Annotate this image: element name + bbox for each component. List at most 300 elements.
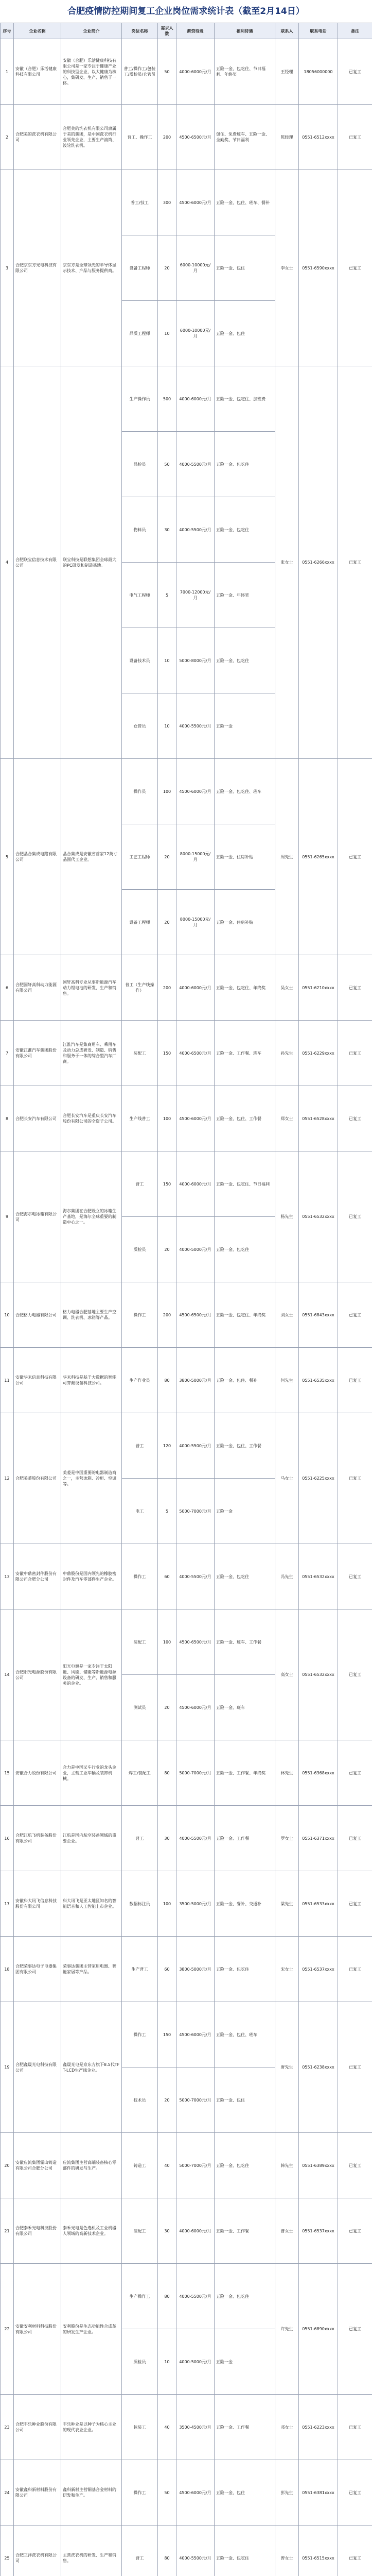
table-body [1,39,372,2576]
contact-phone: 0551-6266xxxx [299,366,338,759]
post-salary: 5000-7000元/月 [176,1479,215,1544]
company-name: 合肥阳光电源股份有限公司 [14,1609,61,1740]
contact-person: 曹女士 [275,2198,299,2264]
row-note: 已复工 [338,366,372,759]
header-cell: 薪资待遇 [176,23,215,39]
post-salary: 4000-5500元/月 [176,432,215,497]
contact-phone: 0551-6515xxxx [299,2526,338,2576]
company-intro: 科大讯飞是亚太地区知名的智能语音和人工智能上市企业。 [61,1871,122,1937]
contact-person: 梁先生 [275,1871,299,1937]
post-salary: 5000-7000元/月 [176,1740,215,1806]
post-salary: 7000-12000元/月 [176,563,215,628]
company-intro: 阳光电源是一家专注于太阳能、风能、储能等新能源电源设备的研发、生产、销售和服务的企业。 [61,1609,122,1740]
post-name: 设备工程师 [122,235,158,301]
row-number: 14 [1,1609,14,1740]
row-number: 8 [1,1086,14,1151]
post-name: 普工 [122,1806,158,1871]
contact-person: 唐先生 [275,2002,299,2133]
contact-person: 林先生 [275,1740,299,1806]
row-number: 25 [1,2526,14,2576]
post-name: 生产操作员 [122,366,158,432]
post-count: 10 [158,2329,176,2395]
post-count: 100 [158,1609,176,1675]
post-name: 电工 [122,1479,158,1544]
header-cell: 企业名称 [14,23,61,39]
post-name: 普工、操作工 [122,105,158,170]
post-welfare: 五险一金、包吃住 [215,2526,275,2576]
post-welfare: 五险一金、包住、工作餐 [215,1413,275,1479]
company-name: 合肥海尔电冰箱有限公司 [14,1151,61,1282]
post-name: 物料员 [122,497,158,563]
post-count: 60 [158,1937,176,2002]
post-salary: 6000-10000元/月 [176,301,215,366]
company-name: 合肥三洋洗衣机有限公司 [14,2526,61,2576]
post-count: 150 [158,1151,176,1217]
contact-person: 李女士 [275,170,299,366]
post-name: 包装工 [122,2395,158,2460]
post-count: 100 [158,759,176,824]
company-intro: 海尔集团在合肥设立的冰箱生产基地，是海尔全球重要的制造中心之一。 [61,1151,122,1282]
table-row [1,2002,372,2067]
post-count: 150 [158,2002,176,2067]
contact-phone: 0551-6537xxxx [299,2198,338,2264]
post-name: 生产线普工 [122,1086,158,1151]
row-number: 1 [1,39,14,105]
post-name: 装配工 [122,1609,158,1675]
post-salary: 8000-15000元/月 [176,890,215,955]
contact-phone: 0551-6532xxxx [299,1609,338,1740]
post-count: 10 [158,693,176,759]
row-number: 4 [1,366,14,759]
company-name: 安徽（合肥）乐活健康科技有限公司 [14,39,61,105]
contact-person: 王经理 [275,39,299,105]
contact-person: 罗女士 [275,1806,299,1871]
post-count: 50 [158,39,176,105]
company-intro: 联宝科技是联想集团全球最大的PC研发和制造基地。 [61,366,122,759]
contact-phone: 0551-6532xxxx [299,1151,338,1282]
post-name: 数据标注员 [122,1871,158,1937]
contact-person: 孙先生 [275,1021,299,1086]
post-salary: 4000-5500元/月 [176,1413,215,1479]
post-name: 装配工 [122,2198,158,2264]
row-note: 已复工 [338,955,372,1021]
post-name: 电气工程师 [122,563,158,628]
post-name: 质检员 [122,2329,158,2395]
table-row [1,366,372,432]
contact-phone: 0551-6225xxxx [299,1413,338,1544]
company-name: 合肥长安汽车有限公司 [14,1086,61,1151]
post-welfare: 五险一金、包住 [215,2067,275,2133]
post-welfare: 五险一金、包吃住 [215,497,275,563]
contact-phone: 0551-6381xxxx [299,2460,338,2526]
contact-person: 高女士 [275,1609,299,1740]
contact-phone: 0551-6532xxxx [299,1544,338,1609]
company-name: 安徽江淮汽车集团股份有限公司 [14,1021,61,1086]
company-intro: 荣事达集团主营家用电器、智能家居等产品。 [61,1937,122,2002]
post-salary: 4000-6000元/月 [176,2198,215,2264]
row-note: 已复工 [338,1806,372,1871]
contact-phone: 0551-6528xxxx [299,1086,338,1151]
company-name: 合肥江航飞机装备股份有限公司 [14,1806,61,1871]
table-row [1,1151,372,1217]
post-name: 焊工/装配工 [122,1740,158,1806]
contact-person: 何先生 [275,1348,299,1413]
post-welfare: 五险一金 [215,693,275,759]
post-salary: 4000-6500元/月 [176,1021,215,1086]
table-row [1,2460,372,2526]
company-intro: 江航是国内航空装备领域的重要企业。 [61,1806,122,1871]
company-intro: 主营洗衣机的研发、生产和销售。 [61,2526,122,2576]
contact-phone: 0551-6229xxxx [299,1021,338,1086]
post-salary: 4000-6000元/月 [176,955,215,1021]
company-intro: 美菱是中国重要的电器制造商之一，主营冰箱、冷柜、空调等。 [61,1413,122,1544]
company-intro: 华米科技是基于大数据的智能可穿戴设备科技公司。 [61,1348,122,1413]
post-salary: 3800-5000元/月 [176,1348,215,1413]
post-count: 120 [158,1413,176,1479]
contact-phone: 0551-6210xxxx [299,955,338,1021]
post-salary: 4000-5500元/月 [176,2264,215,2329]
row-note: 已复工 [338,2460,372,2526]
post-name: 技术员 [122,2067,158,2133]
post-salary: 3500-4500元/月 [176,2395,215,2460]
post-name: 普工 [122,1151,158,1217]
contact-person: 陈经理 [275,105,299,170]
post-count: 30 [158,2198,176,2264]
post-welfare: 五险一金、班车 [215,1675,275,1740]
post-count: 80 [158,1348,176,1413]
post-count: 20 [158,235,176,301]
contact-phone: 0551-6223xxxx [299,2395,338,2460]
post-welfare: 五险一金 [215,2329,275,2395]
post-name: 普工/操作工/包装工/质检员/仓管员 [122,39,158,105]
post-count: 80 [158,1740,176,1806]
row-number: 18 [1,1937,14,2002]
post-salary: 4000-6000元/月 [176,366,215,432]
row-number: 19 [1,2002,14,2133]
post-count: 30 [158,497,176,563]
post-name: 装配工 [122,1021,158,1086]
post-salary: 6000-10000元/月 [176,235,215,301]
post-name: 生产作业员 [122,1348,158,1413]
post-welfare: 五险一金、包住 [215,301,275,366]
row-number: 9 [1,1151,14,1282]
post-name: 铸造工 [122,2133,158,2198]
header-cell: 企业简介 [61,23,122,39]
header-cell: 序号 [1,23,14,39]
post-name: 仓管员 [122,693,158,759]
company-name: 合肥荣事达电子电器集团有限公司 [14,1937,61,2002]
table-row [1,2264,372,2329]
row-note: 已复工 [338,1282,372,1348]
post-salary: 5000-7000元/月 [176,2133,215,2198]
table-row [1,170,372,235]
row-note: 已复工 [338,1021,372,1086]
contact-person: 彭先生 [275,2460,299,2526]
company-name: 安徽鑫科新材料股份有限公司 [14,2460,61,2526]
table-row [1,39,372,105]
company-name: 安徽华米信息科技有限公司 [14,1348,61,1413]
table-row [1,1544,372,1609]
post-salary: 4500-6000元/月 [176,170,215,235]
row-note: 已复工 [338,2002,372,2133]
contact-phone: 0551-6512xxxx [299,105,338,170]
table-row [1,1806,372,1871]
company-intro: 晶合集成是安徽省首家12英寸晶圆代工企业。 [61,759,122,955]
contact-person: 邓女士 [275,2395,299,2460]
post-welfare: 五险一金、包住、班车 [215,2002,275,2067]
row-note: 已复工 [338,2133,372,2198]
company-name: 合肥丰乐种业股份有限公司 [14,2395,61,2460]
company-name: 安徽合力股份有限公司 [14,1740,61,1806]
header-cell: 联系人 [275,23,299,39]
post-count: 500 [158,366,176,432]
company-intro: 合肥美的洗衣机有限公司隶属于美的集团，是中国洗衣机行业领先企业，主要生产滚筒、波轮洗衣机。 [61,105,122,170]
post-salary: 4000-5000元/月 [176,2329,215,2395]
post-salary: 4000-5500元/月 [176,1806,215,1871]
contact-phone: 0551-6265xxxx [299,759,338,955]
row-number: 21 [1,2198,14,2264]
contact-phone: 0551-6533xxxx [299,1871,338,1937]
contact-phone: 0551-6535xxxx [299,1348,338,1413]
table-row [1,2395,372,2460]
company-intro: 鑫晟光电是京东方旗下8.5代TFT-LCD生产线企业。 [61,2002,122,2133]
post-salary: 3800-5000元/月 [176,1937,215,2002]
table-row [1,955,372,1021]
post-welfare: 五险一金、包吃住 [215,1217,275,1282]
contact-phone: 18056000000 [299,39,338,105]
post-welfare: 五险一金、包吃住 [215,2133,275,2198]
table-row [1,1609,372,1675]
post-welfare: 五险一金、包住、工作餐 [215,1086,275,1151]
post-welfare: 五险一金、工作餐 [215,1806,275,1871]
post-welfare: 五险一金、工作餐 [215,2198,275,2264]
company-name: 合肥泰禾光电科技股份有限公司 [14,2198,61,2264]
table-header [1,23,372,39]
post-welfare: 五险一金、年终奖 [215,563,275,628]
row-note: 已复工 [338,170,372,366]
company-name: 安徽中鼎密封件股份有限公司合肥分公司 [14,1544,61,1609]
contact-person: 冯先生 [275,1544,299,1609]
row-number: 16 [1,1806,14,1871]
company-intro: 应流集团主营高端装备核心零部件的研发与生产。 [61,2133,122,2198]
company-name: 合肥京东方光电科技有限公司 [14,170,61,366]
post-welfare: 五险一金、包吃住、年终奖 [215,1282,275,1348]
row-note: 已复工 [338,1413,372,1544]
post-count: 10 [158,301,176,366]
post-count: 60 [158,1544,176,1609]
contact-person: 周先生 [275,759,299,955]
post-count: 80 [158,2526,176,2576]
post-salary: 5000-7000元/月 [176,2067,215,2133]
post-salary: 4000-6000元/月 [176,39,215,105]
post-count: 20 [158,2067,176,2133]
contact-person: 杨先生 [275,1151,299,1282]
table-row [1,1348,372,1413]
post-count: 5 [158,1479,176,1544]
contact-person: 宋女士 [275,1937,299,2002]
post-name: 普工 [122,1413,158,1479]
post-welfare: 五险一金、包住 [215,235,275,301]
post-salary: 4000-6000元/月 [176,1151,215,1217]
company-name: 合肥美菱股份有限公司 [14,1413,61,1544]
post-salary: 4000-5500元/月 [176,497,215,563]
post-name: 品检员 [122,432,158,497]
post-salary: 4500-6000元/月 [176,759,215,824]
table-row [1,1871,372,1937]
post-salary: 4500-6500元/月 [176,105,215,170]
post-welfare: 五险一金、包吃住、节日福利、年终奖 [215,39,275,105]
row-number: 12 [1,1413,14,1544]
table-row [1,2526,372,2576]
company-name: 安徽应流集团霍山铸造有限公司合肥分公司 [14,2133,61,2198]
row-number: 2 [1,105,14,170]
post-salary: 4500-6000元/月 [176,1675,215,1740]
table-row [1,1021,372,1086]
company-name: 安徽安利材料科技股份有限公司 [14,2264,61,2395]
post-welfare: 五险一金、包吃住 [215,628,275,693]
header-cell: 联系电话 [299,23,338,39]
contact-person: 许先生 [275,2264,299,2395]
row-number: 13 [1,1544,14,1609]
company-intro: 安利股份是生态功能性合成革的研发生产企业。 [61,2264,122,2395]
post-count: 50 [158,432,176,497]
row-number: 3 [1,170,14,366]
post-count: 20 [158,1675,176,1740]
post-count: 200 [158,1282,176,1348]
row-note: 已复工 [338,1348,372,1413]
post-welfare: 五险一金、包住、班车、餐补 [215,170,275,235]
post-salary: 3500-5000元/月 [176,1871,215,1937]
contact-person: 韩先生 [275,2133,299,2198]
company-intro: 合力是中国叉车行业的龙头企业，主营工业车辆及装卸机械。 [61,1740,122,1806]
contact-person: 郑女士 [275,1086,299,1151]
post-welfare: 五险一金、餐补、交通补 [215,1871,275,1937]
post-count: 150 [158,1021,176,1086]
post-welfare: 五险一金、班车、工作餐 [215,1609,275,1675]
company-intro: 鑫科新材主营铜基合金材料的研发和生产。 [61,2460,122,2526]
company-name: 合肥鑫晟光电科技有限公司 [14,2002,61,2133]
post-count: 20 [158,824,176,890]
post-count: 200 [158,955,176,1021]
row-note: 已复工 [338,2395,372,2460]
row-note: 已复工 [338,1086,372,1151]
row-number: 15 [1,1740,14,1806]
contact-phone: 0551-6389xxxx [299,2133,338,2198]
post-count: 300 [158,170,176,235]
post-count: 5 [158,563,176,628]
contact-person: 张女士 [275,366,299,759]
company-name: 安徽科大讯飞信息科技股份有限公司 [14,1871,61,1937]
post-name: 普工/技工 [122,170,158,235]
post-name: 测试员 [122,1675,158,1740]
row-note: 已复工 [338,39,372,105]
row-note: 已复工 [338,1871,372,1937]
row-note: 已复工 [338,1609,372,1740]
table-row [1,1937,372,2002]
contact-person: 吴女士 [275,955,299,1021]
post-count: 100 [158,1086,176,1151]
row-number: 23 [1,2395,14,2460]
contact-phone: 0551-6843xxxx [299,1282,338,1348]
row-note: 已复工 [338,1544,372,1609]
post-welfare: 五险一金、包吃住 [215,1937,275,2002]
company-name: 合肥联宝信息技术有限公司 [14,366,61,759]
post-name: 操作员 [122,759,158,824]
company-intro: 合肥长安汽车是重庆长安汽车股份有限公司的全资子公司。 [61,1086,122,1151]
table-row [1,1282,372,1348]
row-number: 24 [1,2460,14,2526]
row-note: 已复工 [338,2198,372,2264]
contact-phone: 0551-6368xxxx [299,1740,338,1806]
table-row [1,1740,372,1806]
post-salary: 8000-15000元/月 [176,824,215,890]
post-salary: 4000-5500元/月 [176,693,215,759]
row-number: 17 [1,1871,14,1937]
post-welfare: 五险一金、包住 [215,2460,275,2526]
company-intro: 安徽（合肥）乐活健康科技有限公司是一家专注于健康产业的科技型企业，以大健康为核心，集研发、生产、销售于一体。 [61,39,122,105]
post-name: 质检员 [122,1217,158,1282]
row-note: 已复工 [338,2526,372,2576]
post-name: 设备工程师 [122,890,158,955]
header-cell: 需求人数 [158,23,176,39]
company-name: 合肥国轩高科动力能源有限公司 [14,955,61,1021]
post-welfare: 包住、免费班车、五险一金、全勤奖、节日福利 [215,105,275,170]
post-count: 50 [158,2460,176,2526]
company-intro: 江淮汽车是集商用车、乘用车及动力总成研发、制造、销售和服务于一体的综合型汽车厂商。 [61,1021,122,1086]
post-welfare: 五险一金、包吃住 [215,2264,275,2329]
post-salary: 4500-6000元/月 [176,1086,215,1151]
row-note: 已复工 [338,2264,372,2395]
contact-phone: 0551-6371xxxx [299,1806,338,1871]
table-row [1,1086,372,1151]
contact-phone: 0551-6537xxxx [299,1937,338,2002]
post-count: 20 [158,1217,176,1282]
company-intro: 泰禾光电是色选机及工业机器人领域的高新技术企业。 [61,2198,122,2264]
contact-person: 曾女士 [275,2526,299,2576]
row-note: 已复工 [338,1740,372,1806]
post-count: 20 [158,890,176,955]
row-number: 22 [1,2264,14,2395]
company-intro: 丰乐种业是以种子为核心主业的现代农业企业。 [61,2395,122,2460]
row-number: 6 [1,955,14,1021]
post-name: 品质工程师 [122,301,158,366]
post-count: 100 [158,1871,176,1937]
post-name: 操作工 [122,2002,158,2067]
post-salary: 5000-8000元/月 [176,628,215,693]
table-row [1,759,372,824]
post-welfare: 五险一金、包住、餐补 [215,1348,275,1413]
post-welfare: 五险一金、包吃住、节日福利 [215,1151,275,1217]
post-name: 操作工 [122,2460,158,2526]
post-name: 工艺工程师 [122,824,158,890]
row-number: 11 [1,1348,14,1413]
row-number: 7 [1,1021,14,1086]
row-note: 已复工 [338,759,372,955]
row-number: 20 [1,2133,14,2198]
post-name: 生产普工 [122,1937,158,2002]
post-welfare: 五险一金、工作餐、班车 [215,1021,275,1086]
row-note: 已复工 [338,105,372,170]
company-intro: 格力电器合肥基地主要生产空调、洗衣机、冰箱等产品。 [61,1282,122,1348]
post-welfare: 五险一金 [215,1479,275,1544]
contact-person: 马女士 [275,1413,299,1544]
post-salary: 4000-5000元/月 [176,1217,215,1282]
post-salary: 4500-6500元/月 [176,1282,215,1348]
post-count: 40 [158,2395,176,2460]
row-number: 10 [1,1282,14,1348]
table-row [1,1413,372,1479]
header-cell: 岗位名称 [122,23,158,39]
